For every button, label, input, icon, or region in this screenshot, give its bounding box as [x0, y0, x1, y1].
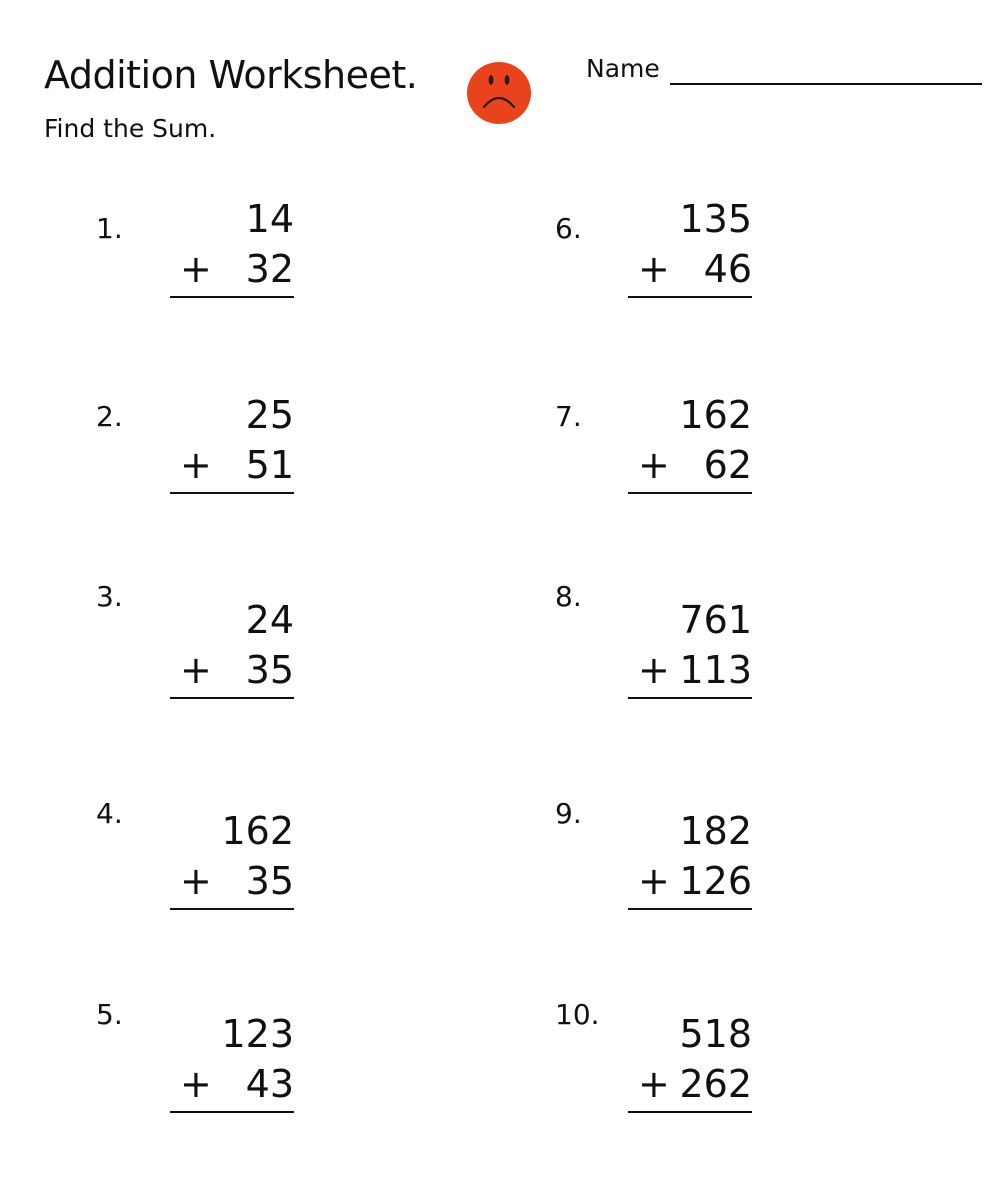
sad-face-icon — [466, 61, 532, 125]
answer-line[interactable] — [628, 492, 752, 494]
bottom-addend: 62 — [703, 443, 752, 487]
top-addend: 761 — [679, 598, 752, 642]
addition-problem — [628, 595, 752, 699]
problem-number: 10. — [555, 998, 600, 1031]
top-addend: 162 — [679, 393, 752, 437]
problem-number: 6. — [555, 212, 582, 245]
problem-number: 5. — [96, 998, 123, 1031]
addition-problem — [170, 194, 294, 298]
problem-number: 9. — [555, 797, 582, 830]
top-addend: 14 — [245, 197, 294, 241]
answer-line[interactable] — [170, 697, 294, 699]
answer-line[interactable] — [170, 908, 294, 910]
top-addend: 518 — [679, 1012, 752, 1056]
plus-sign: + — [180, 247, 212, 291]
name-field[interactable] — [670, 83, 982, 85]
bottom-addend: 126 — [679, 859, 752, 903]
answer-line[interactable] — [628, 296, 752, 298]
sad-face-circle — [467, 62, 531, 124]
top-addend: 123 — [221, 1012, 294, 1056]
addition-problem — [170, 595, 294, 699]
plus-sign: + — [638, 443, 670, 487]
addition-problem — [170, 390, 294, 494]
bottom-addend: 35 — [245, 859, 294, 903]
top-addend: 135 — [679, 197, 752, 241]
addition-problem — [628, 806, 752, 910]
answer-line[interactable] — [170, 492, 294, 494]
top-addend: 24 — [245, 598, 294, 642]
top-addend: 25 — [245, 393, 294, 437]
addition-problem — [628, 1009, 752, 1113]
top-addend: 162 — [221, 809, 294, 853]
problem-number: 7. — [555, 400, 582, 433]
plus-sign: + — [638, 247, 670, 291]
problem-number: 1. — [96, 212, 123, 245]
addition-problem — [170, 806, 294, 910]
bottom-addend: 46 — [703, 247, 752, 291]
plus-sign: + — [180, 1062, 212, 1106]
bottom-addend: 43 — [245, 1062, 294, 1106]
bottom-addend: 262 — [679, 1062, 752, 1106]
problem-number: 4. — [96, 797, 123, 830]
addition-problem — [628, 390, 752, 494]
plus-sign: + — [638, 1062, 670, 1106]
addition-problem — [170, 1009, 294, 1113]
plus-sign: + — [180, 859, 212, 903]
answer-line[interactable] — [628, 697, 752, 699]
problem-number: 3. — [96, 580, 123, 613]
top-addend: 182 — [679, 809, 752, 853]
problem-number: 8. — [555, 580, 582, 613]
bottom-addend: 35 — [245, 648, 294, 692]
bottom-addend: 113 — [679, 648, 752, 692]
addition-problem — [628, 194, 752, 298]
answer-line[interactable] — [628, 908, 752, 910]
sad-face-right-eye — [505, 75, 510, 85]
name-label: Name — [586, 54, 660, 83]
sad-face-left-eye — [489, 75, 494, 85]
bottom-addend: 51 — [245, 443, 294, 487]
answer-line[interactable] — [170, 296, 294, 298]
plus-sign: + — [638, 648, 670, 692]
plus-sign: + — [180, 443, 212, 487]
bottom-addend: 32 — [245, 247, 294, 291]
worksheet-title: Addition Worksheet. — [44, 53, 418, 97]
plus-sign: + — [180, 648, 212, 692]
answer-line[interactable] — [628, 1111, 752, 1113]
worksheet-instructions: Find the Sum. — [44, 114, 217, 143]
answer-line[interactable] — [170, 1111, 294, 1113]
plus-sign: + — [638, 859, 670, 903]
problem-number: 2. — [96, 400, 123, 433]
